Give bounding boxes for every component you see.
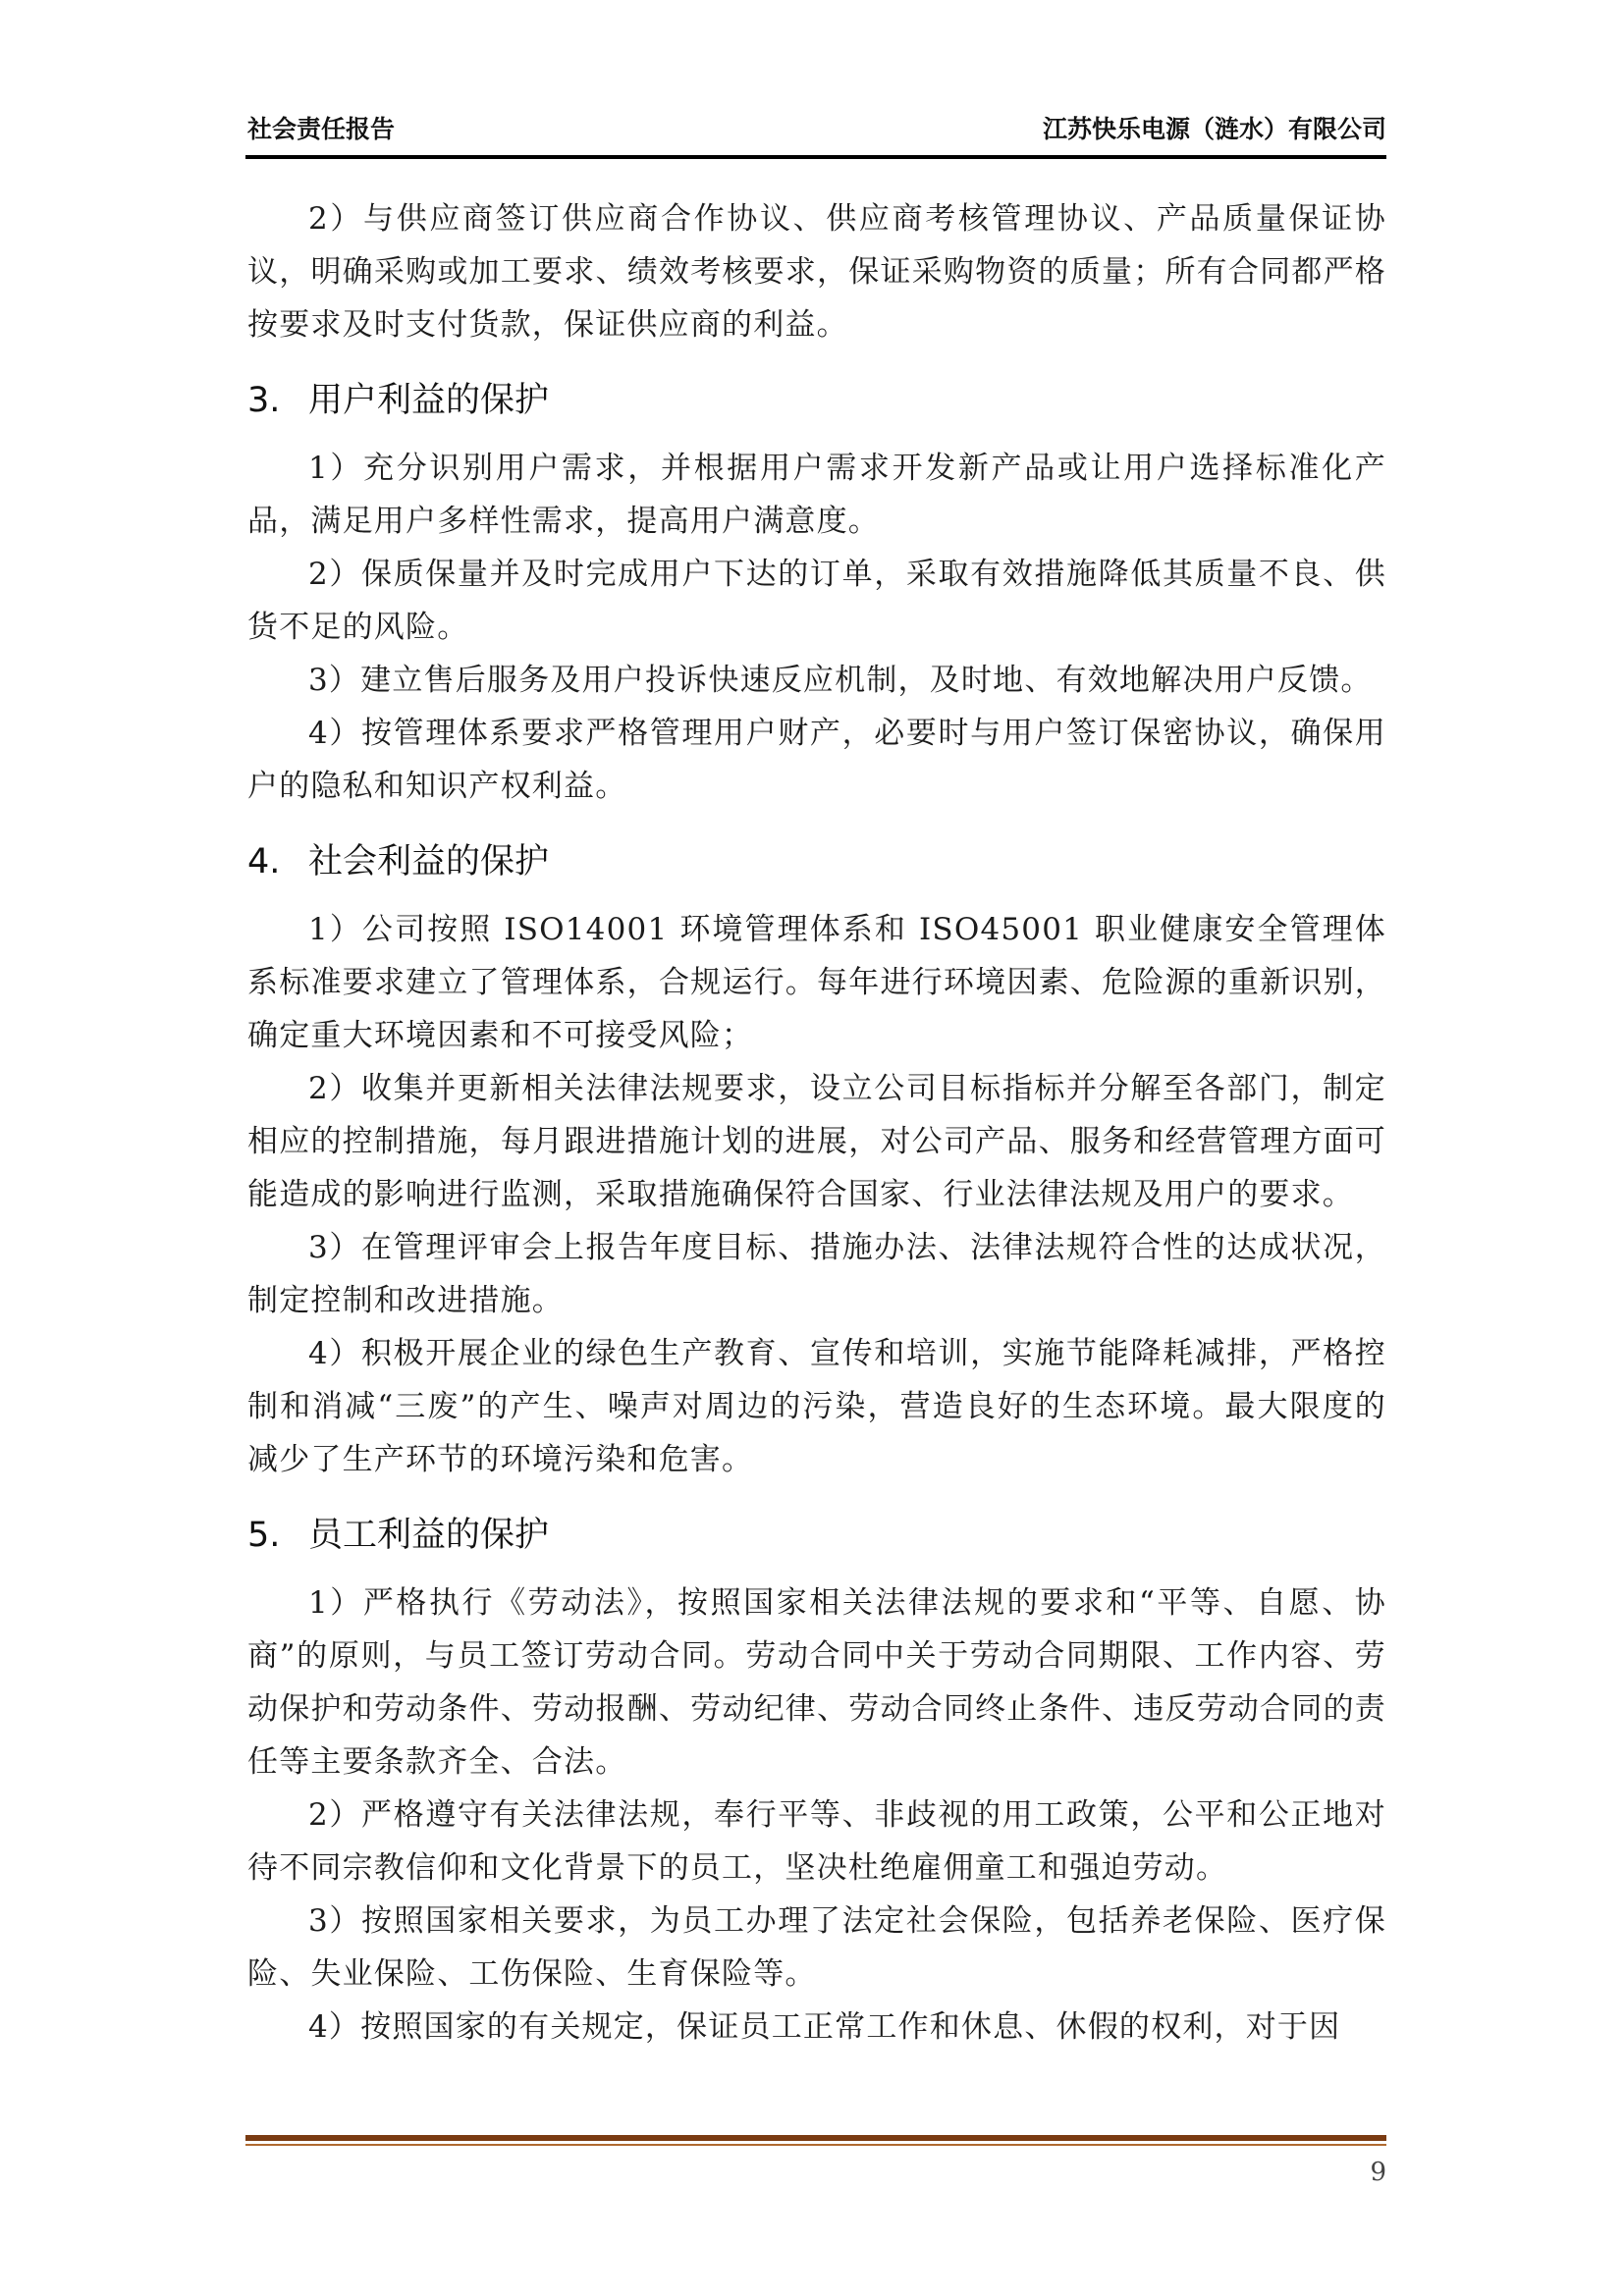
body-paragraph: 2）保质保量并及时完成用户下达的订单，采取有效措施降低其质量不良、供货不足的风险。 <box>247 557 1386 645</box>
section-number: 3. <box>247 381 281 420</box>
section-heading <box>247 1504 1386 1567</box>
section-title: 用户利益的保护 <box>308 381 550 420</box>
body-paragraph: 1）公司按照 ISO14001 环境管理体系和 ISO45001 职业健康安全管理体系标准要求建立了管理体系，合规运行。每年进行环境因素、危险源的重新识别，确定重大环境因素和不可接受风险； <box>247 912 1386 1053</box>
body-paragraph: 2）严格遵守有关法律法规，奉行平等、非歧视的用工政策，公平和公正地对待不同宗教信仰和文化背景下的员工，坚决杜绝雇佣童工和强迫劳动。 <box>247 1797 1386 1886</box>
section-title: 员工利益的保护 <box>308 1516 550 1555</box>
section-heading <box>247 369 1386 432</box>
body-paragraph: 1）充分识别用户需求，并根据用户需求开发新产品或让用户选择标准化产品，满足用户多样性需求，提高用户满意度。 <box>247 451 1386 539</box>
body-paragraph: 2）收集并更新相关法律法规要求，设立公司目标指标并分解至各部门，制定相应的控制措施，每月跟进措施计划的进展，对公司产品、服务和经营管理方面可能造成的影响进行监测，采取措施确保符合国家、行业法律法规及用户的要求。 <box>247 1071 1386 1212</box>
footer-divider <box>245 2135 1386 2141</box>
body-paragraph: 2）与供应商签订供应商合作协议、供应商考核管理协议、产品质量保证协议，明确采购或加工要求、绩效考核要求，保证采购物资的质量；所有合同都严格按要求及时支付货款，保证供应商的利益。 <box>247 201 1386 343</box>
footer-divider-thin <box>245 2144 1386 2146</box>
section-title: 社会利益的保护 <box>308 842 550 881</box>
section-number: 4. <box>247 842 281 881</box>
body-paragraph: 4）按照国家的有关规定，保证员工正常工作和休息、休假的权利，对于因 <box>308 2009 1341 2045</box>
page-header <box>245 108 1386 151</box>
section-heading <box>247 830 1386 893</box>
company-name: 江苏快乐电源（涟水）有限公司 <box>1042 115 1386 143</box>
report-title: 社会责任报告 <box>247 115 396 143</box>
document-body <box>247 192 1386 2054</box>
page-number: 9 <box>1370 2158 1386 2187</box>
section-number: 5. <box>247 1516 281 1555</box>
body-paragraph: 3）建立售后服务及用户投诉快速反应机制，及时地、有效地解决用户反馈。 <box>308 663 1373 698</box>
body-paragraph: 3）按照国家相关要求，为员工办理了法定社会保险，包括养老保险、医疗保险、失业保险、工伤保险、生育保险等。 <box>247 1903 1386 1992</box>
body-paragraph: 3）在管理评审会上报告年度目标、措施办法、法律法规符合性的达成状况，制定控制和改进措施。 <box>247 1230 1386 1318</box>
header-divider <box>245 155 1386 159</box>
body-paragraph: 4）按管理体系要求严格管理用户财产，必要时与用户签订保密协议，确保用户的隐私和知识产权利益。 <box>247 716 1386 804</box>
body-paragraph: 4）积极开展企业的绿色生产教育、宣传和培训，实施节能降耗减排，严格控制和消减“三废”的产生、噪声对周边的污染，营造良好的生态环境。最大限度的减少了生产环节的环境污染和危害。 <box>247 1336 1386 1477</box>
body-paragraph: 1）严格执行《劳动法》，按照国家相关法律法规的要求和“平等、自愿、协商”的原则，与员工签订劳动合同。劳动合同中关于劳动合同期限、工作内容、劳动保护和劳动条件、劳动报酬、劳动纪律、劳动合同终止条件、违反劳动合同的责任等主要条款齐全、合法。 <box>247 1585 1386 1780</box>
